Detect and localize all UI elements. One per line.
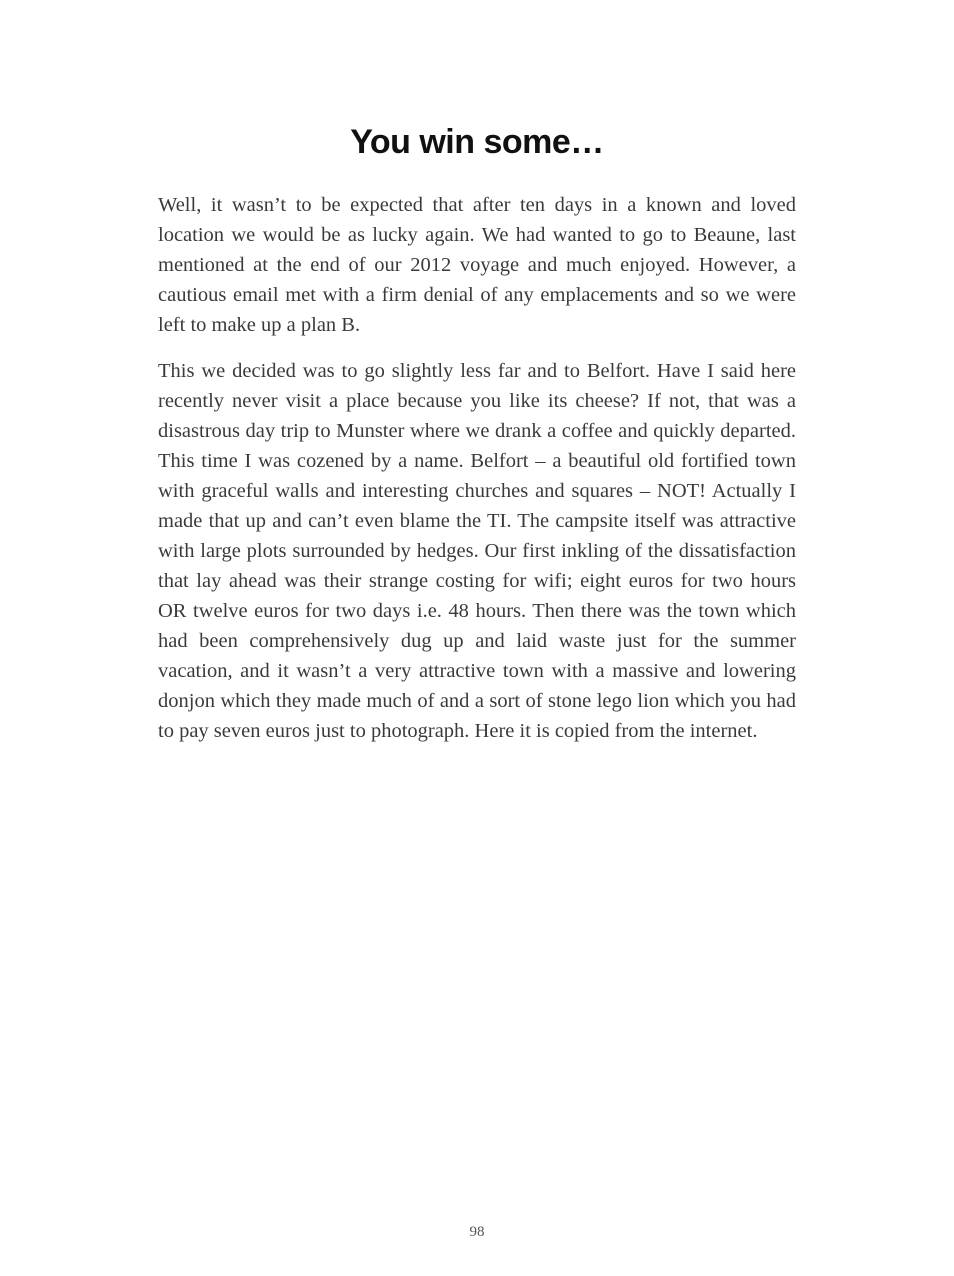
paragraph: Well, it wasn’t to be expected that after ten days in a known and loved location we would be as lucky again. We had wanted to go to Beaune, last mentioned at the end of our 2012 voyage and much enjoyed. However, a cautious email met with a firm denial of any emplacements and so we were left to make up a plan B. bbox=[158, 194, 796, 336]
paragraph: This we decided was to go slightly less far and to Belfort. Have I said here recently never visit a place because you like its cheese? If not, that was a disastrous day trip to Munster where we drank a coffee and quickly departed. This time I was cozened by a name. Belfort – a beautiful old fortified town with graceful walls and interesting churches and squares – NOT! Actually I made that up and can’t even blame the TI. The campsite itself was attractive with large plots surrounded by hedges. Our first inkling of the dissatisfaction that lay ahead was their strange costing for wifi; eight euros for two hours OR twelve euros for two days i.e. 48 hours. Then there was the town which had been comprehensively dug up and laid waste just for the summer vacation, and it wasn’t a very attractive town with a massive and lowering donjon which they made much of and a sort of stone lego lion which you had to pay seven euros just to photograph. Here it is copied from the internet. bbox=[158, 360, 796, 742]
body-text bbox=[158, 190, 796, 762]
page-number: 98 bbox=[469, 1224, 485, 1240]
page-title: You win some… bbox=[350, 123, 604, 161]
